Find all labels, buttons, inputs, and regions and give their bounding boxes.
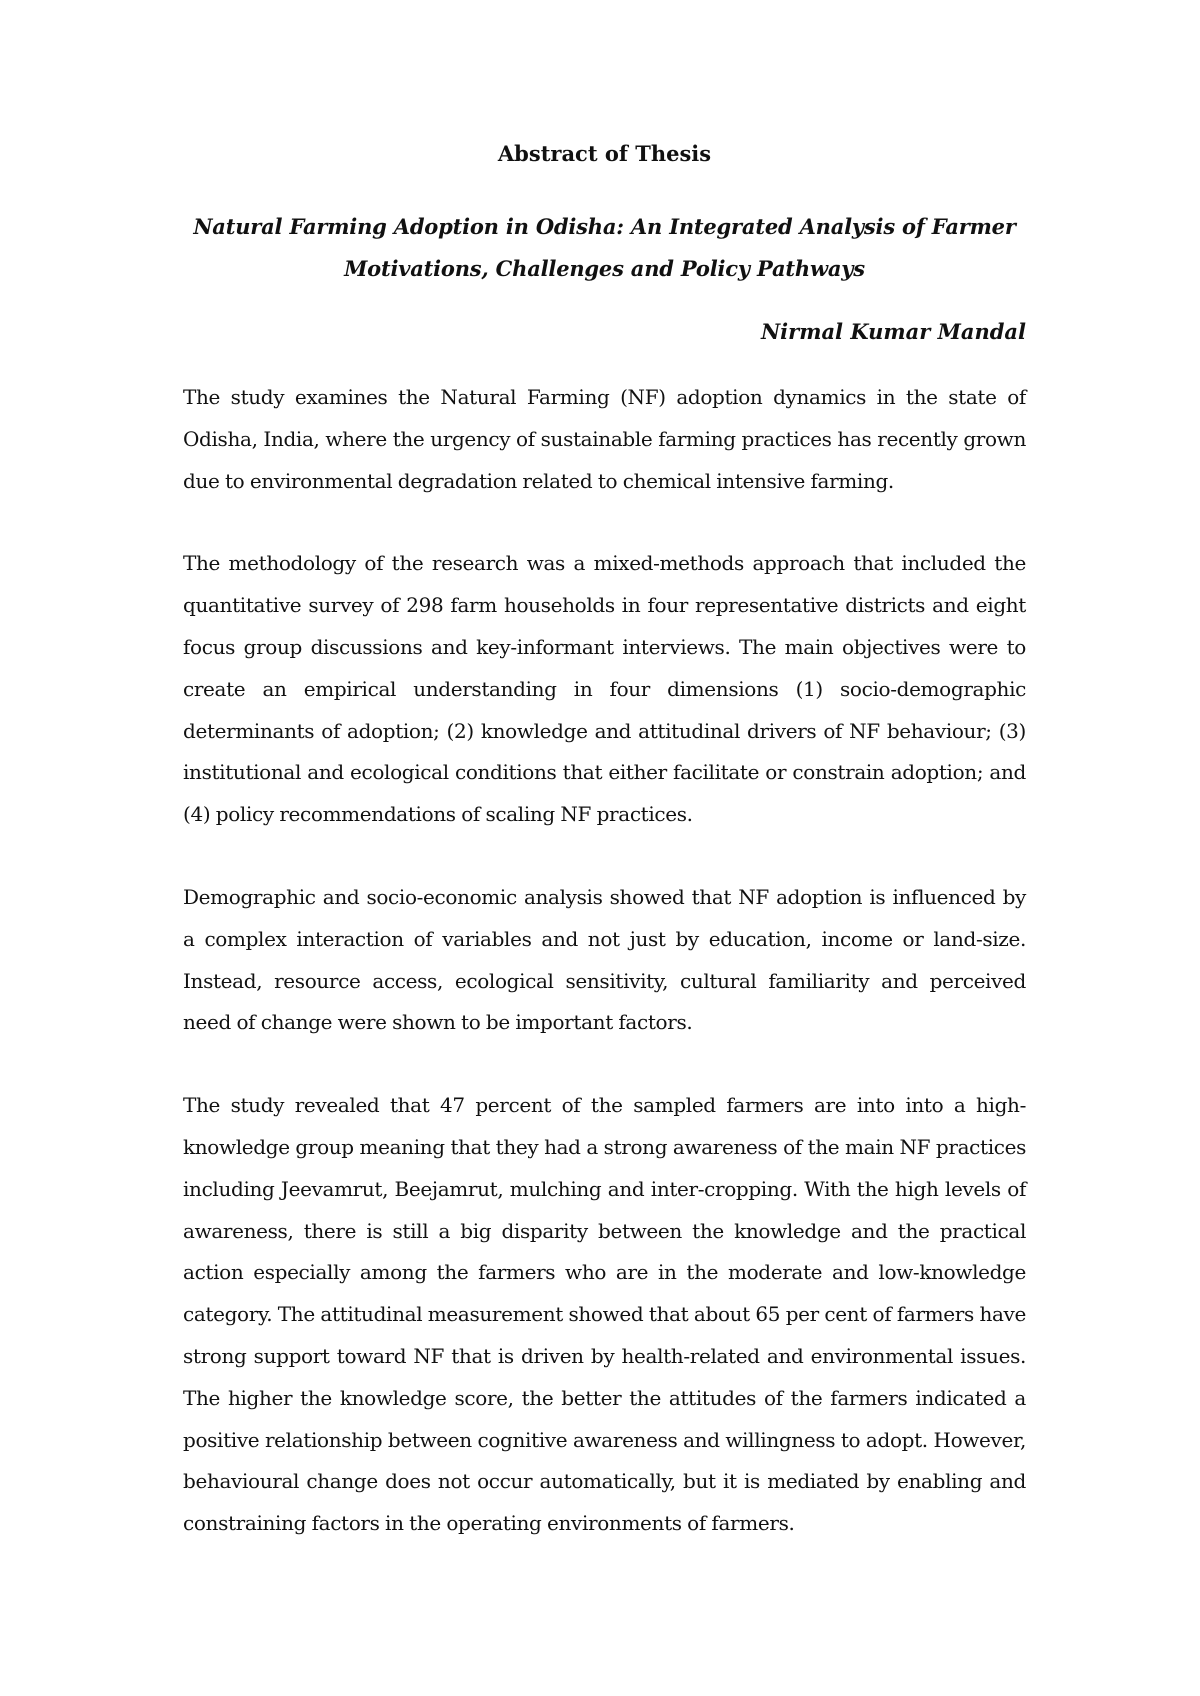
thesis-title: Natural Farming Adoption in Odisha: An Integrated Analysis of Farmer Motivations, Challenges and Policy Pathways (193, 214, 1016, 281)
paragraph-4: The study revealed that 47 percent of the sampled farmers are into into a high-knowledge group meaning that they had a strong awareness of the main NF practices including Jeevamrut, Beejamrut, mulching and inter-cropping. With the high levels of awareness, there is still a big disparity between the knowledge and the practical action especially among the farmers who are in the moderate and low-knowledge category. The attitudinal measurement showed that about 65 per cent of farmers have strong support toward NF that is driven by health-related and environmental issues. The higher the knowledge score, the better the attitudes of the farmers indicated a positive relationship between cognitive awareness and willingness to adopt. However, behavioural change does not occur automatically, but it is mediated by enabling and constraining factors in the operating environments of farmers. (183, 1093, 1026, 1536)
document-page (183, 140, 1026, 1545)
author-name: Nirmal Kumar Mandal (760, 319, 1026, 344)
paragraph-2: The methodology of the research was a mixed-methods approach that included the quantitative survey of 298 farm households in four representative districts and eight focus group discussions and key-informant interviews. The main objectives were to create an empirical understanding in four dimensions (1) socio-demographic determinants of adoption; (2) knowledge and attitudinal drivers of NF behaviour; (3) institutional and ecological conditions that either facilitate or constrain adoption; and (4) policy recommendations of scaling NF practices. (183, 551, 1026, 827)
paragraph-3: Demographic and socio-economic analysis showed that NF adoption is influenced by a complex interaction of variables and not just by education, income or land-size. Instead, resource access, ecological sensitivity, cultural familiarity and perceived need of change were shown to be important factors. (183, 884, 1026, 1035)
paragraph-1: The study examines the Natural Farming (NF) adoption dynamics in the state of Odisha, India, where the urgency of sustainable farming practices has recently grown due to environmental degradation related to chemical intensive farming. (183, 385, 1026, 493)
document-heading: Abstract of Thesis (497, 141, 712, 166)
